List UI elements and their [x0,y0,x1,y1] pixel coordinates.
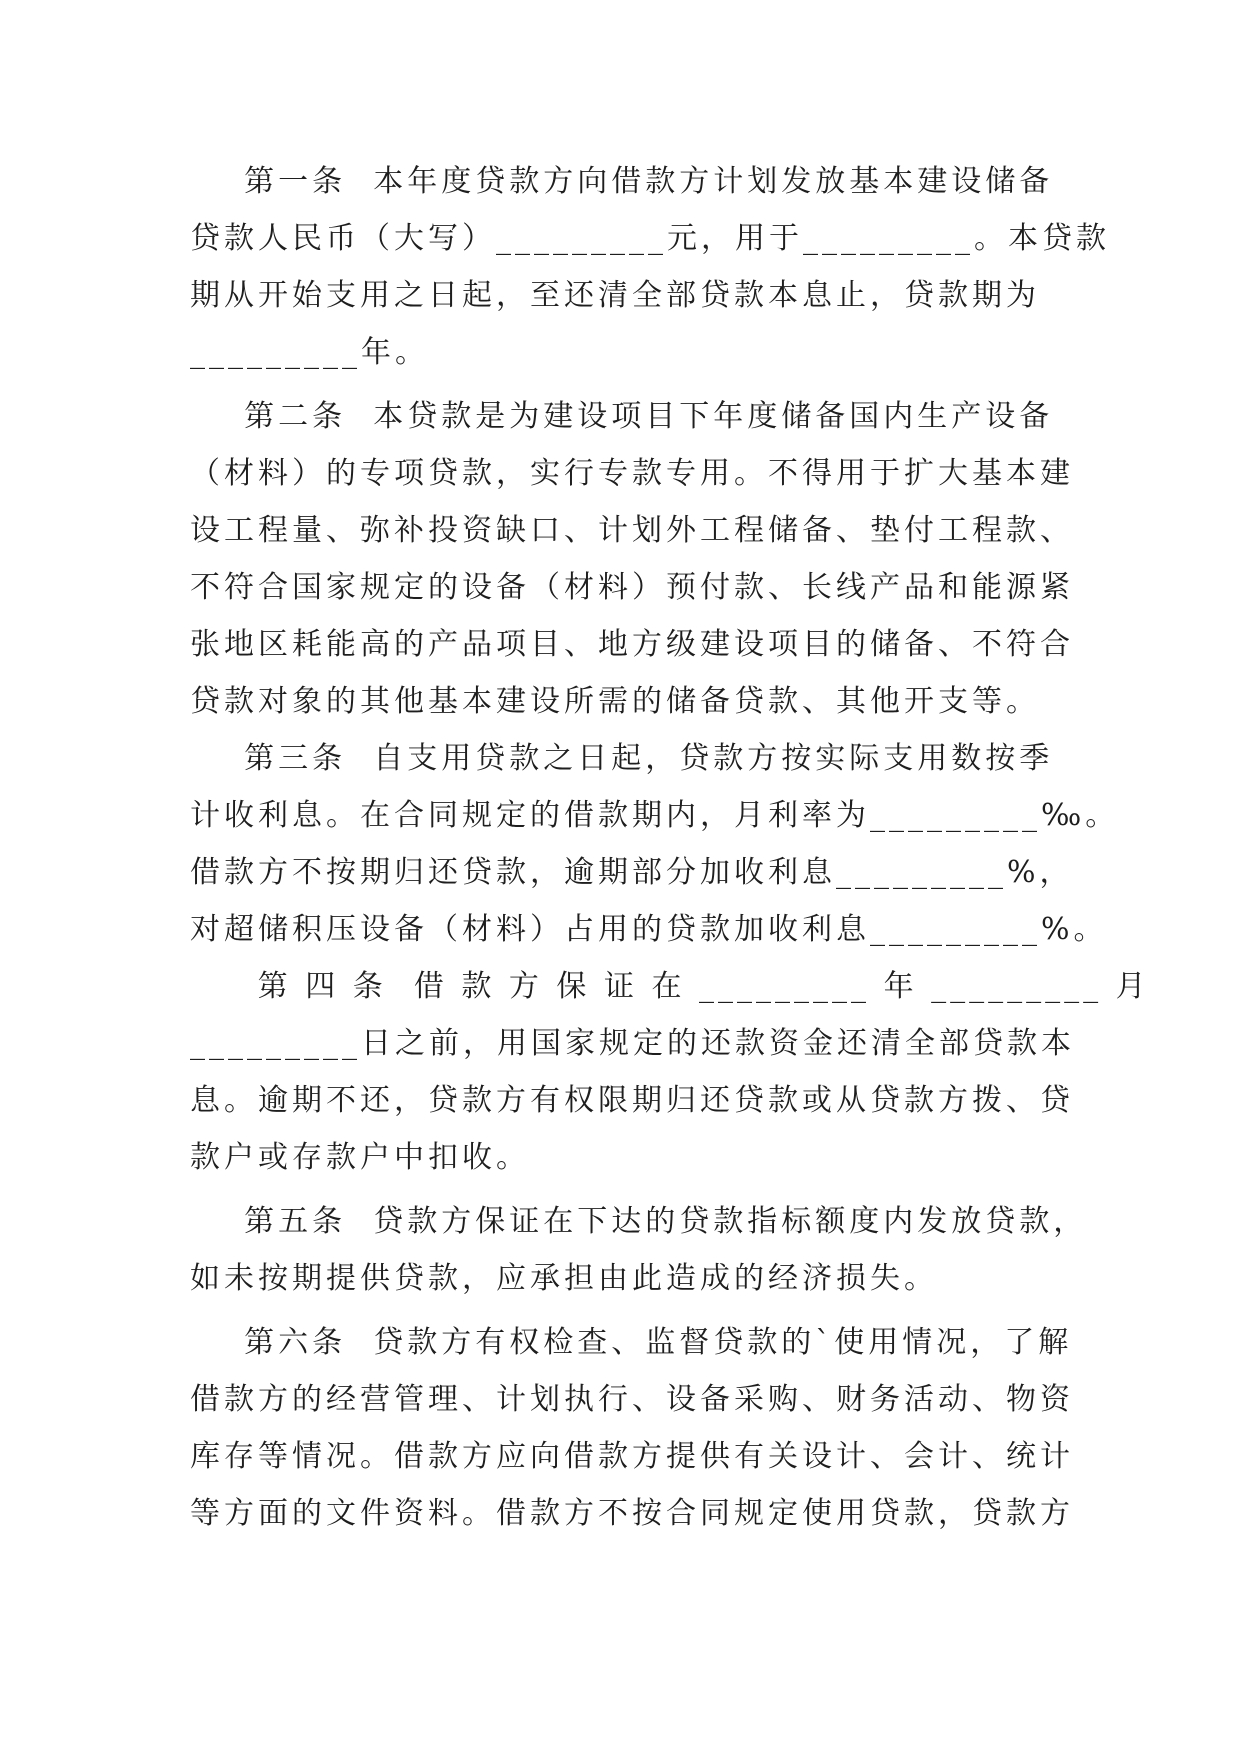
article-3 [190,730,1120,958]
article-1-line-3: 期从开始支用之日起，至还清全部贷款本息止，贷款期为 [190,278,1040,313]
article-4-line-2: _________日之前，用国家规定的还款资金还清全部贷款本 [190,1026,1075,1061]
article-6-line-4: 等方面的文件资料。借款方不按合同规定使用贷款，贷款方 [190,1496,1074,1531]
article-2-line-3: 设工程量、弥补投资缺口、计划外工程储备、垫付工程款、 [190,513,1074,548]
article-4-line-1: 第 四 条 借 款 方 保 证 在 _________ 年 _________ 月 [190,969,1150,1004]
article-2 [190,388,1074,730]
article-4-line-4: 款户或存款户中扣收。 [190,1140,530,1175]
article-5-line-2: 如未按期提供贷款，应承担由此造成的经济损失。 [190,1261,938,1296]
article-2-line-1: 第二条 本贷款是为建设项目下年度储备国内生产设备 [190,399,1054,434]
article-3-line-3: 借款方不按期归还贷款，逾期部分加收利息_________%， [190,855,1074,890]
article-1-line-1: 第一条 本年度贷款方向借款方计划发放基本建设储备 [190,164,1054,199]
article-3-line-4: 对超储积压设备（材料）占用的贷款加收利息_________%。 [190,912,1108,947]
article-2-line-6: 贷款对象的其他基本建设所需的储备贷款、其他开支等。 [190,684,1040,719]
article-4-line-3: 息。逾期不还，贷款方有权限期归还贷款或从贷款方拨、贷 [190,1083,1074,1118]
article-6 [190,1314,1074,1542]
article-1-line-2: 贷款人民币（大写）_________元，用于_________。本贷款 [190,221,1110,256]
article-1-line-4: _________年。 [190,335,429,370]
article-2-line-4: 不符合国家规定的设备（材料）预付款、长线产品和能源紧 [190,570,1074,605]
article-5-line-1: 第五条 贷款方保证在下达的贷款指标额度内发放贷款， [190,1204,1088,1239]
article-2-line-5: 张地区耗能高的产品项目、地方级建设项目的储备、不符合 [190,627,1074,662]
article-3-line-1: 第三条 自支用贷款之日起，贷款方按实际支用数按季 [190,741,1054,776]
article-1 [190,153,1110,381]
article-6-line-3: 库存等情况。借款方应向借款方提供有关设计、会计、统计 [190,1439,1074,1474]
article-4 [190,958,1150,1186]
article-3-line-2: 计收利息。在合同规定的借款期内，月利率为_________‰。 [190,798,1120,833]
article-6-line-1: 第六条 贷款方有权检查、监督贷款的`使用情况，了解 [190,1325,1073,1360]
article-5 [190,1193,1088,1307]
contract-body [190,153,1150,1542]
article-2-line-2: （材料）的专项贷款，实行专款专用。不得用于扩大基本建 [190,456,1074,491]
article-6-line-2: 借款方的经营管理、计划执行、设备采购、财务活动、物资 [190,1382,1074,1417]
